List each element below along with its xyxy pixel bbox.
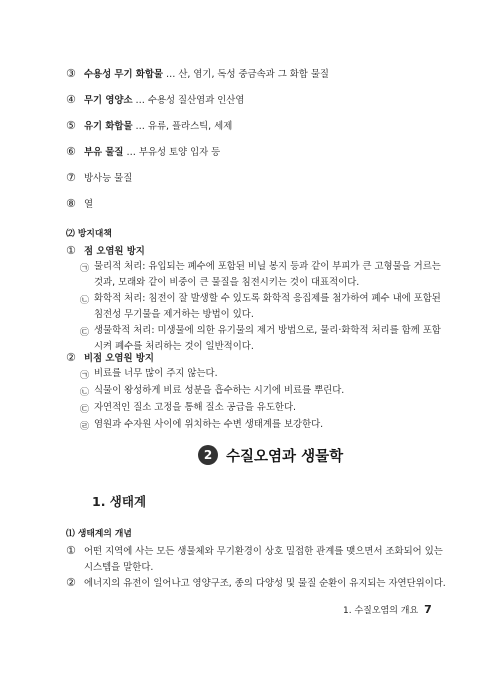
text-line: 시스템을 말한다. xyxy=(84,562,154,573)
footer-chapter-label: 1. 수질오염의 개요 xyxy=(343,606,419,616)
text-line: 것과, 모래와 같이 비중이 큰 물질을 침전시키는 것이 대표적이다. xyxy=(94,277,360,288)
item-title: 무기 영양소 xyxy=(84,95,133,106)
item-text: … 부유성 토양 입자 등 xyxy=(126,147,221,158)
item-number: ⑦ xyxy=(66,171,76,184)
sub-mark: ㉡ xyxy=(80,296,90,306)
item-title: 부유 물질 xyxy=(84,147,124,158)
sub-mark: ㉡ xyxy=(80,388,90,398)
text-line: 시켜 폐수를 처리하는 것이 일반적이다. xyxy=(94,341,254,352)
text-line: 물리적 처리: 유입되는 폐수에 포함된 비닐 봉지 등과 같이 부피가 큰 고형물을 거르는 xyxy=(94,261,441,272)
item-number: ⑥ xyxy=(66,145,76,158)
text-line: 비료를 너무 많이 주지 않는다. xyxy=(94,368,218,379)
page-number: 7 xyxy=(424,603,432,616)
item-title: 유기 화합물 xyxy=(84,121,133,132)
sub-mark: ㉠ xyxy=(80,371,90,381)
text-line: 염원과 수자원 사이에 위치하는 수변 생태계를 보강한다. xyxy=(94,419,324,430)
item-title: 수용성 무기 화합물 xyxy=(84,69,163,80)
sub-mark: ㉠ xyxy=(80,264,90,274)
nonpoint-source-title: 비점 오염원 방지 xyxy=(84,353,154,364)
section-heading: ⑵ 방지대책 xyxy=(66,229,112,239)
item-number: ⑧ xyxy=(66,197,76,210)
sub-mark: ㉢ xyxy=(80,328,90,338)
text-line: 생물학적 처리: 미생물에 의한 유기물의 제거 방법으로, 물리·화학적 처리를 함께 포함 xyxy=(94,325,441,336)
subsection-heading: ⑴ 생태계의 개념 xyxy=(66,529,132,539)
text-line: 화학적 처리: 침전이 잘 발생할 수 있도록 화학적 응집제를 첨가하여 폐수 내에 포함된 xyxy=(94,293,441,304)
item-text: … 유류, 플라스틱, 세제 xyxy=(135,121,233,132)
chapter-number-badge: 2 xyxy=(198,445,218,465)
text-line: 에너지의 유전이 일어나고 영양구조, 종의 다양성 및 물질 순환이 유지되는 자연단위이다. xyxy=(84,578,446,589)
item-text: … 수용성 질산염과 인산염 xyxy=(135,95,245,106)
item-number: ② xyxy=(66,351,76,364)
item-text: … 산, 염기, 독성 중금속과 그 화합 물질 xyxy=(165,69,329,80)
chapter-title: 수질오염과 생물학 xyxy=(226,448,344,465)
section-title: 1. 생태계 xyxy=(92,494,147,509)
item-text: 방사능 물질 xyxy=(84,173,133,184)
item-number: ① xyxy=(66,244,76,257)
sub-mark: ㉣ xyxy=(80,422,90,432)
chapter-heading xyxy=(198,444,343,466)
text-line: 어떤 지역에 사는 모든 생물체와 무기환경이 상호 밀접한 관계를 맺으면서 조화되어 있는 xyxy=(84,546,443,557)
text-line: 침전성 무기물을 제거하는 방법이 있다. xyxy=(94,309,254,320)
point-source-title: 점 오염원 방지 xyxy=(84,246,145,257)
item-number: ② xyxy=(66,576,76,589)
text-line: 자연적인 질소 고정을 통해 질소 공급을 유도한다. xyxy=(94,402,296,413)
sub-mark: ㉢ xyxy=(80,405,90,415)
item-number: ⑤ xyxy=(66,119,76,132)
item-text: 열 xyxy=(84,199,94,210)
item-number: ④ xyxy=(66,93,76,106)
page-footer xyxy=(343,603,432,616)
text-line: 식물이 왕성하게 비료 성분을 흡수하는 시기에 비료를 뿌린다. xyxy=(94,385,345,396)
item-number: ③ xyxy=(66,67,76,80)
item-number: ① xyxy=(66,544,76,557)
